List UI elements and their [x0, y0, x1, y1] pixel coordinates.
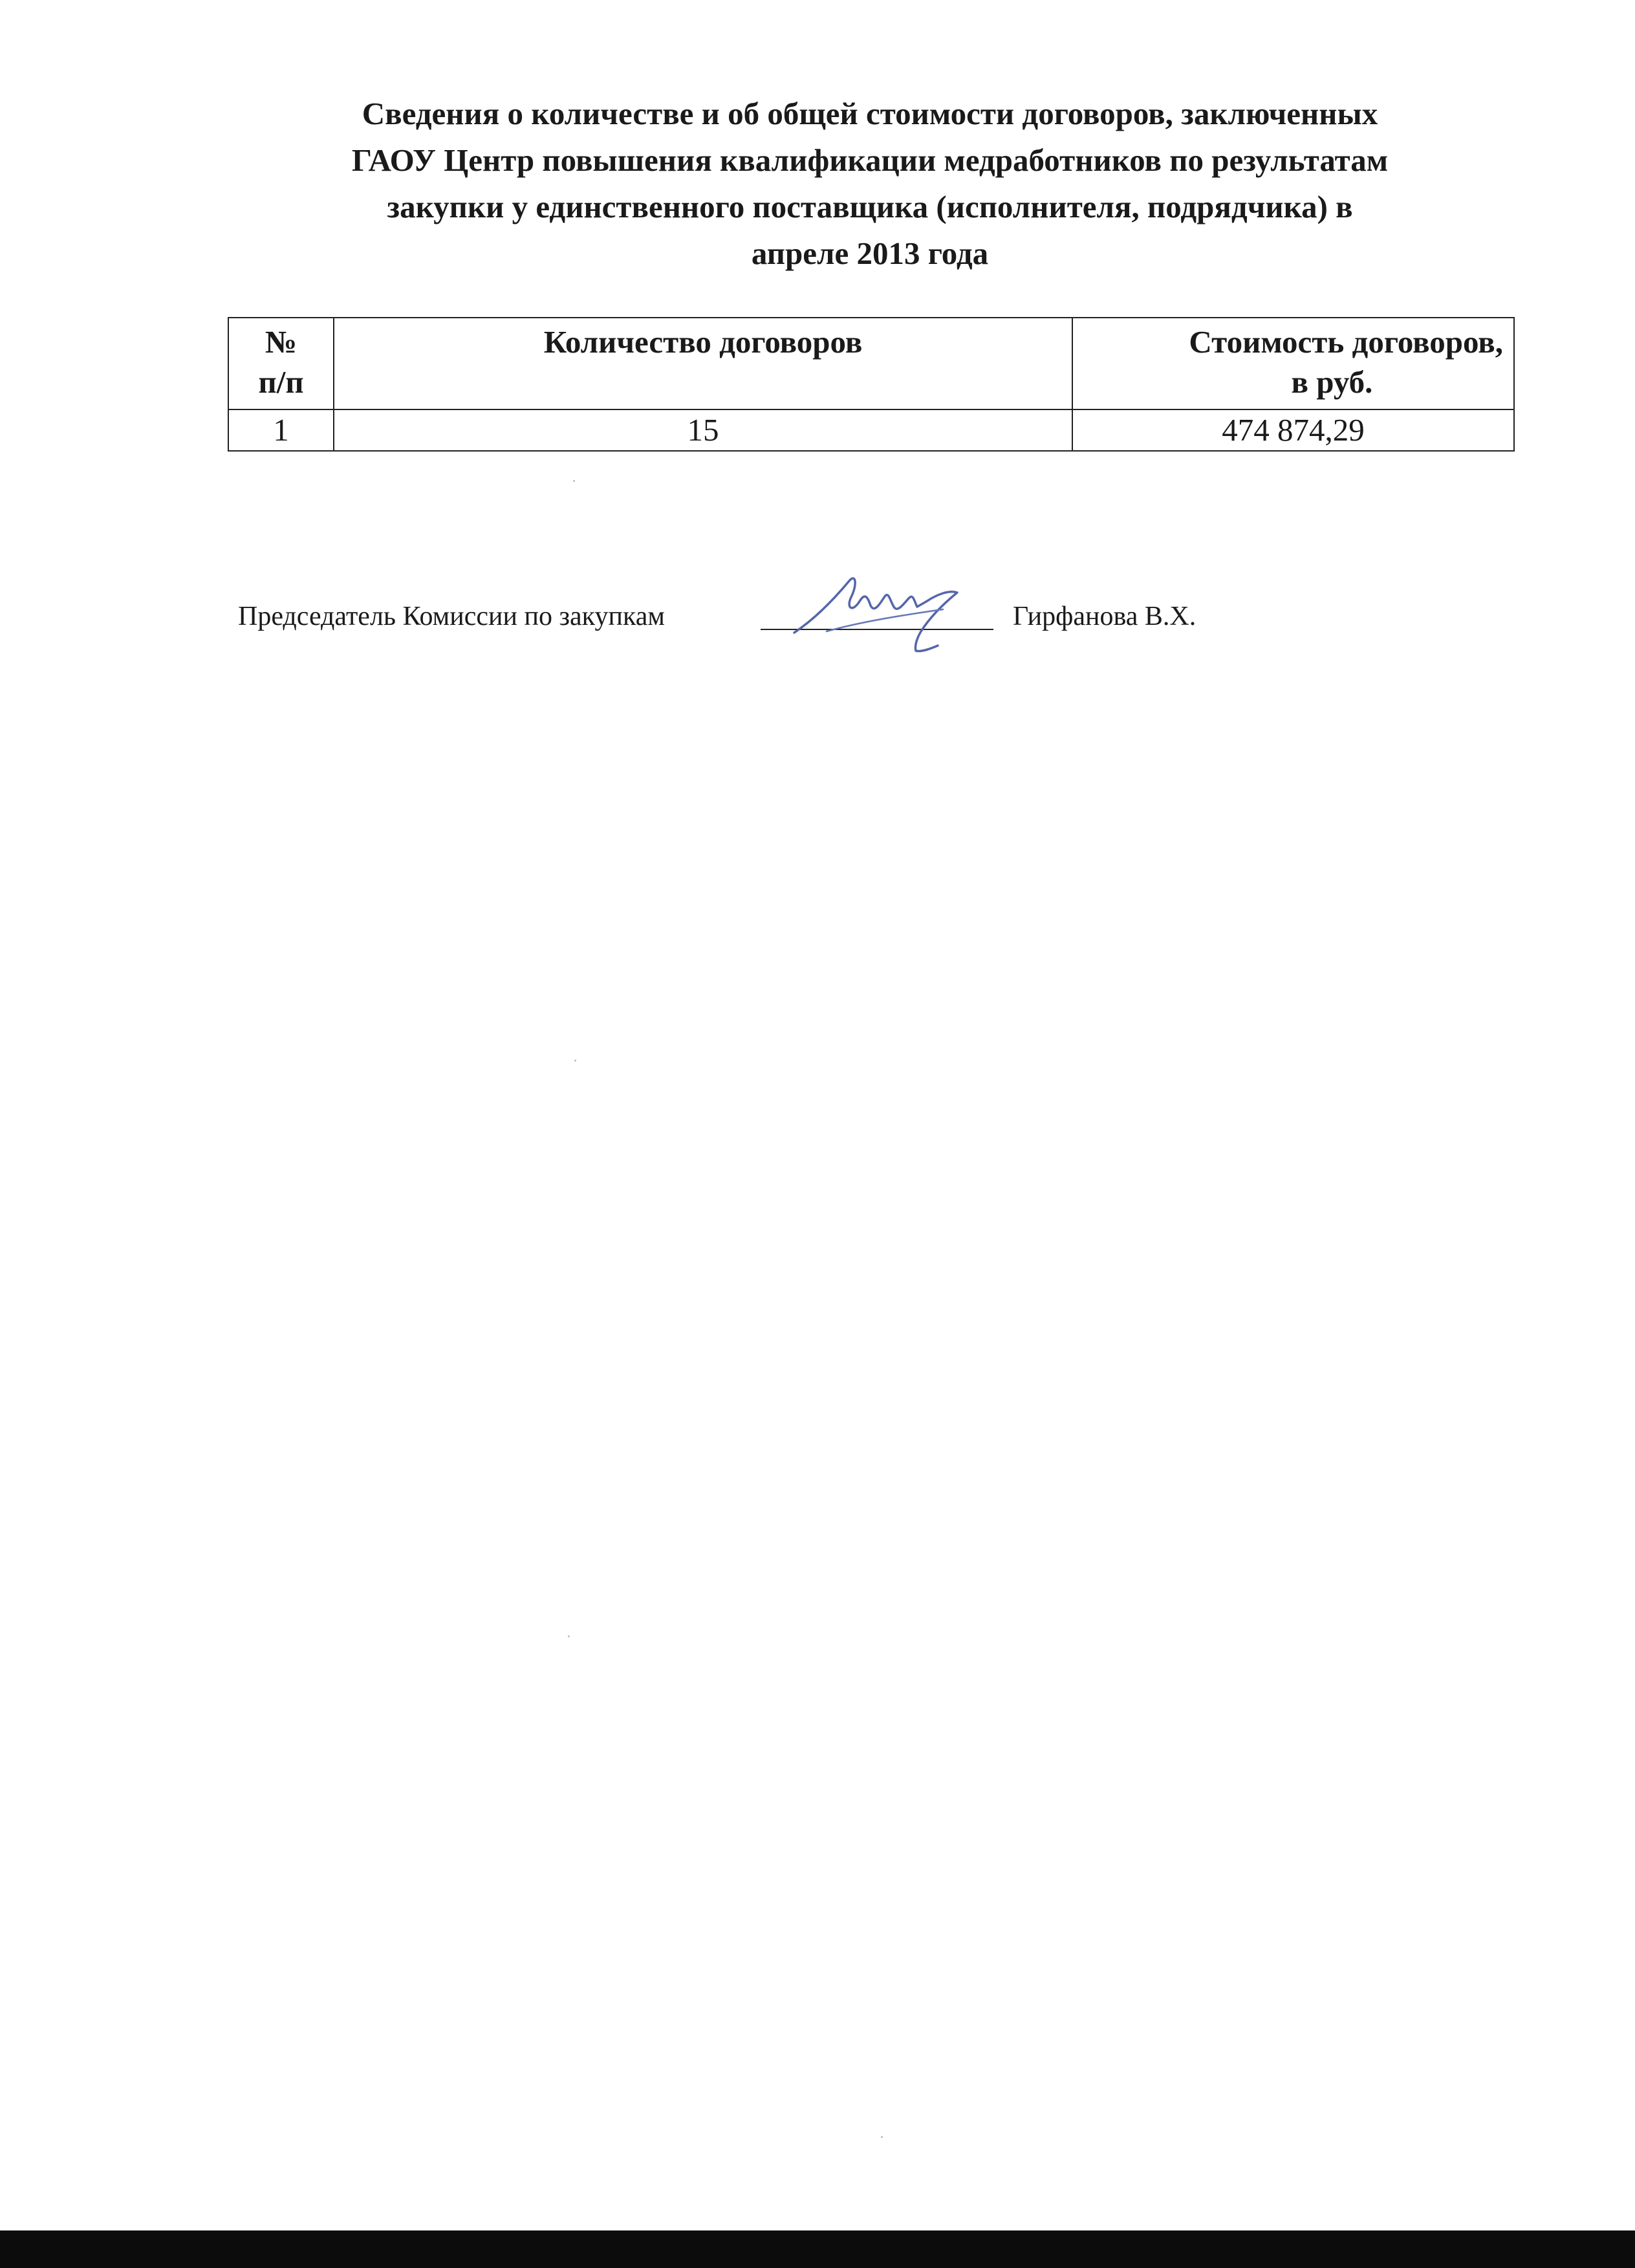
header-number: [228, 318, 334, 409]
table-row: [228, 409, 1514, 451]
cell-contract-cost: 474 874,29: [1072, 409, 1514, 451]
document-title: [226, 91, 1513, 277]
table-header-row: [228, 318, 1514, 409]
signatory-name: Гирфанова В.Х.: [1013, 602, 1196, 631]
handwritten-signature: [788, 555, 975, 659]
signature-block: [238, 594, 1273, 646]
scan-speck: [881, 2136, 883, 2138]
signature-label: Председатель Комиссии по закупкам: [238, 602, 665, 631]
header-contract-cost: [1072, 318, 1514, 409]
cell-number: 1: [228, 409, 334, 451]
title-line-4: апреле 2013 года: [751, 235, 989, 271]
header-cost-line-2: в руб.: [1291, 364, 1373, 400]
title-line-1: Сведения о количестве и об общей стоимости договоров, заключенных: [362, 96, 1378, 131]
contracts-summary-table: [228, 317, 1515, 452]
header-cost-line-1: Стоимость договоров,: [1189, 324, 1503, 360]
cell-contract-count: 15: [334, 409, 1072, 451]
title-line-3: закупки у единственного поставщика (исполнителя, подрядчика) в: [387, 189, 1353, 224]
header-number-line-2: п/п: [258, 364, 304, 400]
scan-border: [0, 2230, 1635, 2268]
scan-speck: [574, 1060, 576, 1062]
header-number-line-1: №: [265, 324, 298, 360]
title-line-2: ГАОУ Центр повышения квалификации медработников по результатам: [351, 142, 1389, 178]
header-contract-count: Количество договоров: [334, 318, 1072, 409]
scan-speck: [568, 1635, 570, 1637]
scan-speck: [573, 480, 575, 482]
